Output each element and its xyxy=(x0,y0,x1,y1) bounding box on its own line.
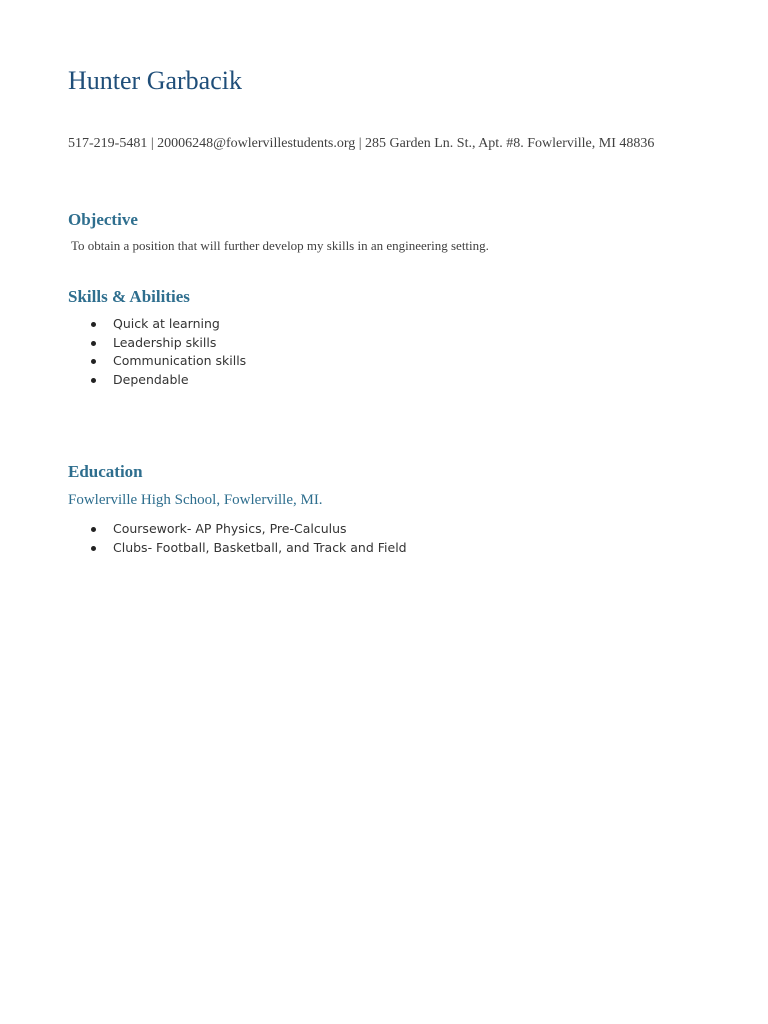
objective-heading: Objective xyxy=(68,210,138,229)
bullet-icon xyxy=(91,546,96,551)
education-list xyxy=(89,520,407,557)
objective-text: To obtain a position that will further develop my skills in an engineering setting. xyxy=(71,238,489,253)
bullet-icon xyxy=(91,341,96,346)
skill-item xyxy=(89,315,246,334)
skill-item xyxy=(89,352,246,371)
bullet-icon xyxy=(91,378,96,383)
education-item-label: Coursework- AP Physics, Pre-Calculus xyxy=(113,521,347,536)
skill-item xyxy=(89,371,246,390)
education-item-label: Clubs- Football, Basketball, and Track and Field xyxy=(113,539,407,555)
education-item xyxy=(89,539,407,558)
bullet-icon xyxy=(91,322,96,327)
skill-item-label: Communication skills xyxy=(113,353,247,369)
bullet-icon xyxy=(91,359,96,364)
skill-item-label: Dependable xyxy=(113,372,189,388)
education-heading: Education xyxy=(68,462,143,481)
skills-heading: Skills & Abilities xyxy=(68,287,190,306)
skills-list xyxy=(89,315,246,390)
skill-item-label: Quick at learning xyxy=(113,316,220,331)
contact-info: 517-219-5481 | 20006248@fowlervillestudents.org | 285 Garden Ln. St., Apt. #8. Fowlerville, MI 48836 xyxy=(68,136,655,151)
education-item xyxy=(89,520,407,539)
resume-name: Hunter Garbacik xyxy=(68,66,242,95)
skill-item-label: Leadership skills xyxy=(113,334,217,350)
skill-item xyxy=(89,334,246,353)
school-name: Fowlerville High School, Fowlerville, MI. xyxy=(68,492,323,508)
bullet-icon xyxy=(91,527,96,532)
